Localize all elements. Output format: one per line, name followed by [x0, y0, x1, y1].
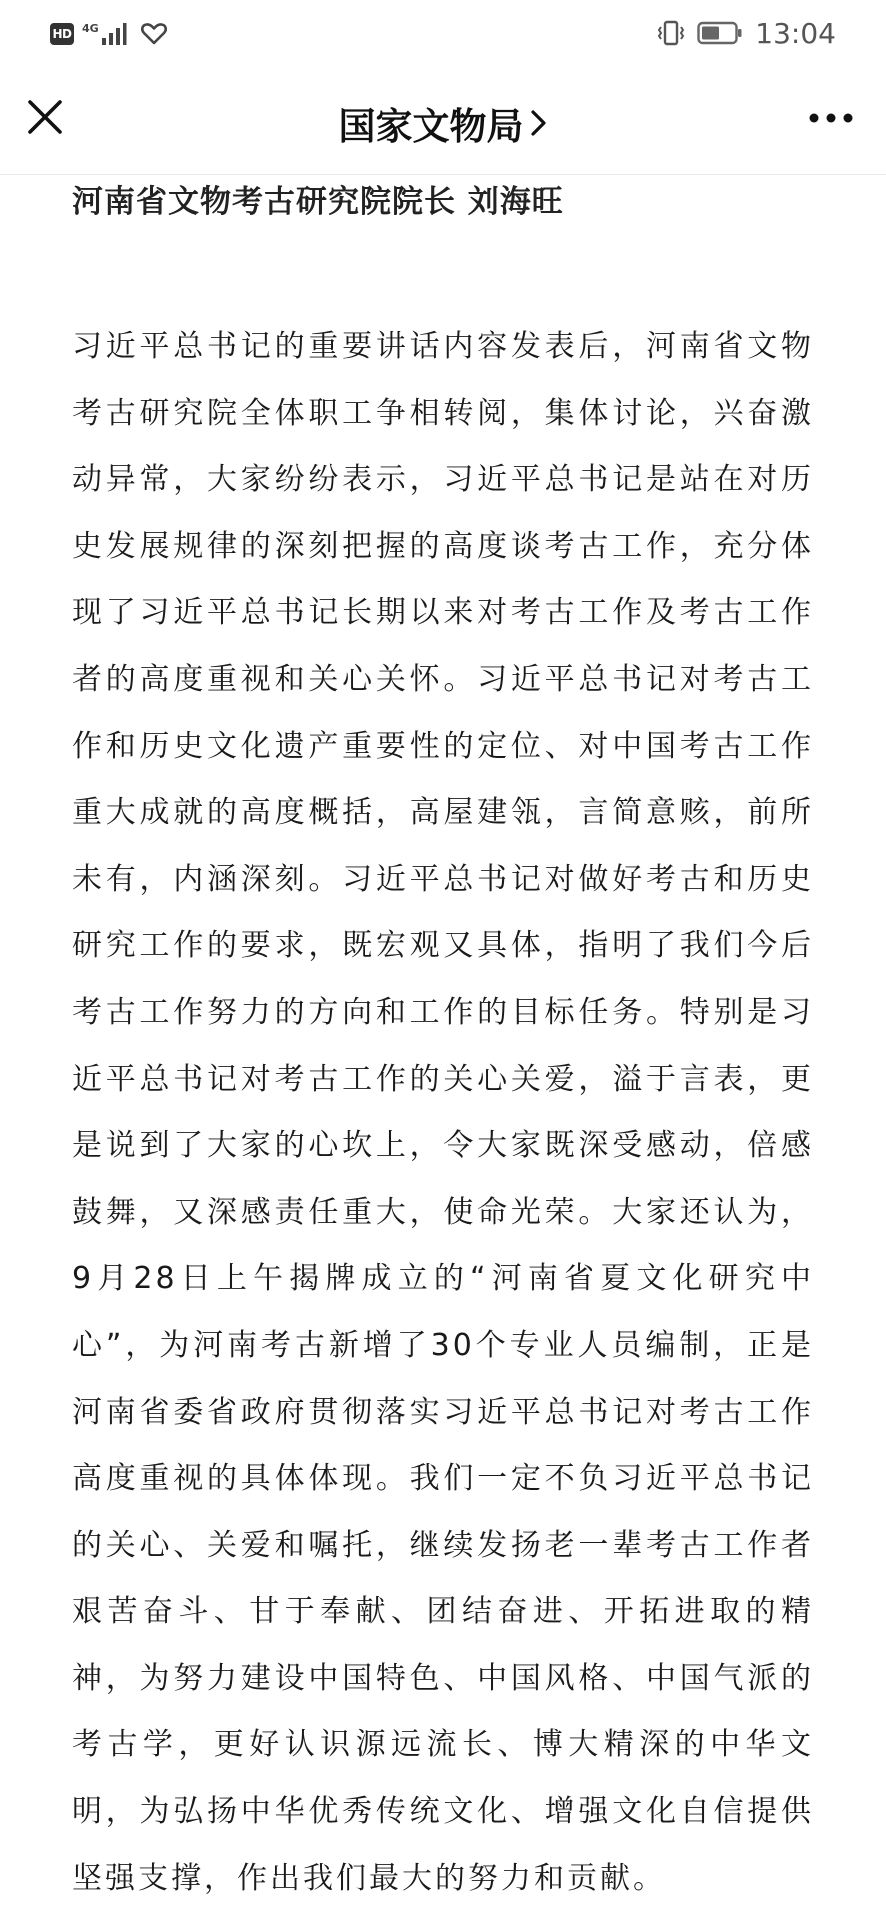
- account-title: 国家文物局: [338, 105, 524, 148]
- account-title-link[interactable]: [339, 96, 548, 150]
- article-author: 河南省文物考古研究院院长 刘海旺: [72, 184, 564, 220]
- nav-title-bar: [0, 96, 886, 150]
- status-time: 13:04: [755, 16, 836, 50]
- status-bar: [0, 0, 886, 66]
- network-type-label: 4G: [82, 22, 99, 35]
- more-button[interactable]: [806, 98, 856, 138]
- article-body: 习近平总书记的重要讲话内容发表后，河南省文物考古研究院全体职工争相转阅，集体讨论，兴奋激动异常，大家纷纷表示，习近平总书记是站在对历史发展规律的深刻把握的高度谈考古工作，充分体现了习近平总书记长期以来对考古工作及考古工作者的高度重视和关心关怀。习近平总书记对考古工作和历史文化遗产重要性的定位、对中国考古工作重大成就的高度概括，高屋建瓴，言简意赅，前所未有，内涵深刻。习近平总书记对做好考古和历史研究工作的要求，既宏观又具体，指明了我们今后考古工作努力的方向和工作的目标任务。特别是习近平总书记对考古工作的关心关爱，溢于言表，更是说到了大家的心坎上，令大家既深受感动，倍感鼓舞，又深感责任重大，使命光荣。大家还认为，9月28日上午揭牌成立的“河南省夏文化研究中心”，为河南考古新增了30个专业人员编制，正是河南省委省政府贯彻落实习近平总书记对考古工作高度重视的具体体现。我们一定不负习近平总书记的关心、关爱和嘱托，继续发扬老一辈考古工作者艰苦奋斗、甘于奉献、团结奋进、开拓进取的精神，为努力建设中国特色、中国风格、中国气派的考古学，更好认识源远流长、博大精深的中华文明，为弘扬中华优秀传统文化、增强文化自信提供坚强支撑，作出我们最大的努力和贡献。: [72, 329, 814, 1896]
- article-content: [72, 174, 814, 1912]
- battery-icon: [697, 21, 743, 45]
- status-left: [50, 19, 167, 49]
- hd-icon: HD: [50, 23, 74, 45]
- status-right: [657, 16, 836, 50]
- nav-bar: [0, 66, 886, 175]
- heart-icon: [141, 22, 167, 46]
- signal-icon: [82, 22, 127, 46]
- close-icon: [22, 94, 68, 140]
- more-icon: [806, 98, 856, 138]
- close-button[interactable]: [22, 94, 68, 140]
- chevron-right-icon: [530, 108, 548, 138]
- vibrate-icon: [657, 19, 685, 47]
